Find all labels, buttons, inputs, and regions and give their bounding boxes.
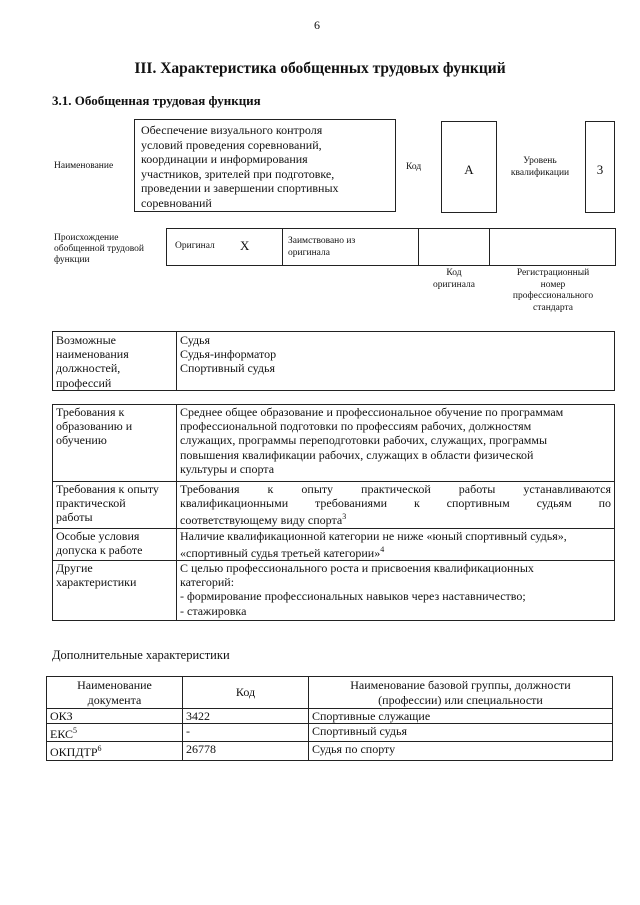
table-header-row bbox=[47, 677, 613, 709]
table-row bbox=[53, 482, 615, 529]
doc-cell: ОКПДТР$^6$ bbox=[47, 742, 183, 760]
footnote-5: 5 bbox=[73, 726, 78, 736]
section-title: III. Характеристика обобщенных трудовых функций bbox=[134, 60, 506, 77]
table-row bbox=[53, 528, 615, 560]
code-value: А bbox=[464, 162, 474, 177]
positions-values: Судья Судья-информатор Спортивный судья bbox=[177, 332, 615, 391]
code-box bbox=[441, 121, 497, 213]
registration-number-caption: Регистрационный номер профессионального стандарта bbox=[512, 268, 594, 313]
name-cell: Спортивный судья bbox=[309, 724, 613, 742]
footnote-3: 3 bbox=[342, 512, 347, 522]
doc-cell: ЕКС$^5$ bbox=[47, 724, 183, 742]
function-name-box bbox=[134, 119, 396, 212]
education-text: Среднее общее образование и профессиональное обучение по программам профессиональной подготовки по профессиям рабочих, должностям служащих, программы переподготовки рабочих, служащих, программы повышения квалификации рабочих, служащих в области физической культуры и спорта bbox=[177, 405, 615, 482]
origin-divider-3 bbox=[489, 228, 490, 266]
additional-title: Дополнительные характеристики bbox=[52, 648, 230, 662]
name-label: Наименование bbox=[54, 161, 114, 171]
footnote-4: 4 bbox=[380, 544, 385, 554]
education-label: Требования к образованию и обучению bbox=[53, 405, 177, 482]
original-mark: Х bbox=[240, 238, 250, 253]
code-label: Код bbox=[406, 162, 422, 172]
positions-table bbox=[52, 331, 615, 391]
header-doc: Наименование документа bbox=[47, 677, 183, 709]
level-label: Уровень квалификации bbox=[510, 156, 570, 178]
code-cell: - bbox=[183, 724, 309, 742]
additional-table bbox=[46, 676, 613, 761]
name-cell: Судья по спорту bbox=[309, 742, 613, 760]
table-row bbox=[47, 709, 613, 724]
name-cell: Спортивные служащие bbox=[309, 709, 613, 724]
origin-table bbox=[166, 228, 616, 266]
function-name-text: Обеспечение визуального контроля условий проведения соревнований, координации и информирования участников, зрителей при подготовке, проведении и завершении спортивных соревнований bbox=[141, 123, 339, 210]
code-cell: 3422 bbox=[183, 709, 309, 724]
borrowed-label: Заимствовано из оригинала bbox=[288, 236, 356, 258]
level-value: 3 bbox=[596, 162, 604, 177]
table-row bbox=[53, 405, 615, 482]
experience-label: Требования к опыту практической работы bbox=[53, 482, 177, 529]
positions-label: Возможные наименования должностей, профессий bbox=[53, 332, 177, 391]
table-row bbox=[47, 724, 613, 742]
table-row bbox=[53, 561, 615, 621]
other-label: Другие характеристики bbox=[53, 561, 177, 621]
subsection-title: 3.1. Обобщенная трудовая функция bbox=[52, 93, 261, 108]
original-label: Оригинал bbox=[175, 241, 215, 251]
origin-divider-2 bbox=[418, 228, 419, 266]
admission-label: Особые условия допуска к работе bbox=[53, 528, 177, 560]
footnote-6: 6 bbox=[97, 744, 102, 754]
header-code: Код bbox=[183, 677, 309, 709]
page-number: 6 bbox=[314, 18, 320, 32]
code-cell: 26778 bbox=[183, 742, 309, 760]
origin-divider-1 bbox=[282, 228, 283, 266]
header-name: Наименование базовой группы, должности (профессии) или специальности bbox=[309, 677, 613, 709]
experience-text: Требования к опыту практической работы устанавливаются квалификационными требованиями к спортивным судьям по соответствующему виду спорта$^3$ bbox=[177, 482, 615, 529]
original-code-caption: Код оригинала bbox=[433, 268, 475, 290]
level-box bbox=[585, 121, 615, 213]
requirements-table bbox=[52, 404, 615, 621]
other-text: С целью профессионального роста и присвоения квалификационных категорий: - формирование профессиональных навыков через наставничество; - стажировка bbox=[177, 561, 615, 621]
origin-label: Происхождение обобщенной трудовой функции bbox=[54, 233, 144, 265]
doc-cell: ОКЗ bbox=[47, 709, 183, 724]
table-row bbox=[47, 742, 613, 760]
admission-text: Наличие квалификационной категории не ниже «юный спортивный судья», «спортивный судья третьей категории»$^4$ bbox=[177, 528, 615, 560]
